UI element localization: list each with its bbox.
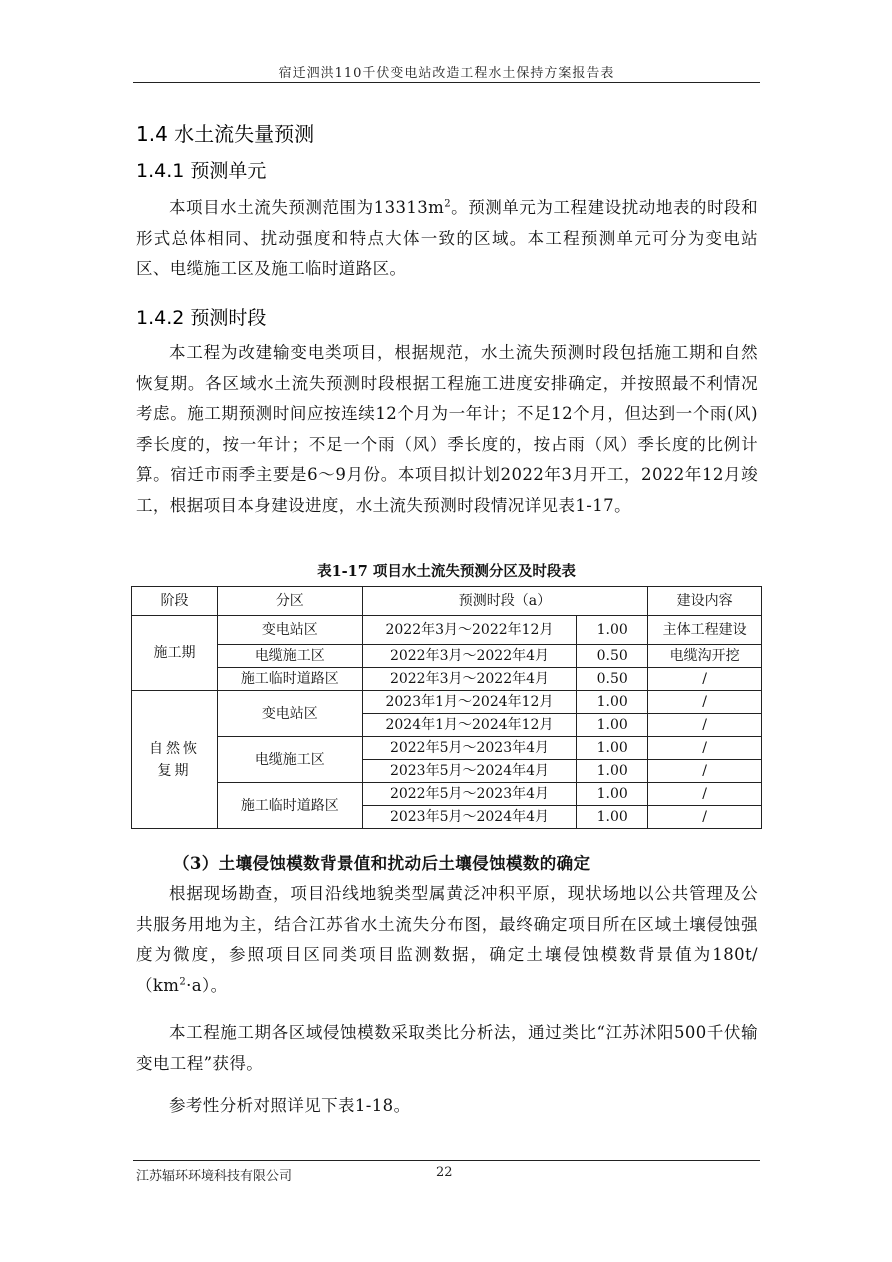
zone-cell: 变电站区: [217, 691, 362, 737]
content-cell: 电缆沟开挖: [648, 645, 762, 668]
period-cell: 2022年3月～2022年4月: [362, 645, 577, 668]
background-value-paragraph: [136, 879, 758, 1001]
table-row: [132, 783, 762, 806]
period-cell: 2023年5月～2024年4月: [362, 760, 577, 783]
content-cell: /: [648, 714, 762, 737]
recovery-stage-label: 自然恢复期: [148, 740, 200, 779]
header-period: 预测时段（a）: [362, 587, 648, 616]
zone-cell: 变电站区: [217, 616, 362, 645]
years-cell: 1.00: [577, 783, 648, 806]
years-cell: 1.00: [577, 806, 648, 829]
section-1-4-1-title: 1.4.1 预测单元: [136, 160, 267, 182]
table-row: [132, 645, 762, 668]
period-cell: 2022年3月～2022年12月: [362, 616, 577, 645]
content-cell: /: [648, 806, 762, 829]
period-cell: 2022年3月～2022年4月: [362, 668, 577, 691]
section-1-4-title: 1.4 水土流失量预测: [136, 122, 315, 146]
page-header: 宿迁泗洪110千伏变电站改造工程水土保持方案报告表: [278, 66, 615, 81]
years-cell: 1.00: [577, 616, 648, 645]
prediction-unit-text-a: 本项目水土流失预测范围为13313m: [169, 198, 445, 217]
section-1-4-2-title: 1.4.2 预测时段: [136, 307, 267, 329]
km2-superscript: 2: [179, 976, 187, 987]
stage-cell-recovery: [132, 691, 218, 829]
content-cell: /: [648, 668, 762, 691]
prediction-unit-paragraph: [136, 193, 758, 285]
page-number: 22: [436, 1165, 453, 1180]
content-cell: 主体工程建设: [648, 616, 762, 645]
background-text-b: ·a）。: [186, 975, 228, 995]
header-divider: [133, 82, 760, 83]
footer-divider: [133, 1160, 760, 1161]
period-cell: 2023年5月～2024年4月: [362, 806, 577, 829]
period-cell: 2022年5月～2023年4月: [362, 783, 577, 806]
years-cell: 1.00: [577, 737, 648, 760]
years-cell: 0.50: [577, 645, 648, 668]
years-cell: 0.50: [577, 668, 648, 691]
period-cell: 2024年1月～2024年12月: [362, 714, 577, 737]
prediction-unit-text-b: 。预测单元为工程建设扰动地表的时段和形式总体相同、扰动强度和特点大体一致的区域。本工程预测单元可分为变电站区、电缆施工区及施工临时道路区。: [136, 198, 758, 278]
background-text-a: 根据现场勘查，项目沿线地貌类型属黄泛冲积平原，现状场地以公共管理及公共服务用地为主，结合江苏省水土流失分布图，最终确定项目所在区域土壤侵蚀强度为微度，参照项目区同类项目监测数据，确定土壤侵蚀模数背景值为180t/（km: [136, 884, 758, 995]
zone-cell: 施工临时道路区: [217, 668, 362, 691]
reference-paragraph: 参考性分析对照详见下表1-18。: [169, 1096, 411, 1115]
header-stage: 阶段: [132, 587, 218, 616]
section-3-title: （3）土壤侵蚀模数背景值和扰动后土壤侵蚀模数的确定: [173, 854, 591, 873]
table-header-row: [132, 587, 762, 616]
period-cell: 2022年5月～2023年4月: [362, 737, 577, 760]
zone-cell: 电缆施工区: [217, 645, 362, 668]
content-cell: /: [648, 737, 762, 760]
table-row: [132, 737, 762, 760]
analogy-paragraph: 本工程施工期各区域侵蚀模数采取类比分析法，通过类比“江苏沭阳500千伏输变电工程”获得。: [136, 1023, 758, 1073]
zone-cell: 施工临时道路区: [217, 783, 362, 829]
years-cell: 1.00: [577, 691, 648, 714]
content-cell: /: [648, 760, 762, 783]
table-row: [132, 668, 762, 691]
header-zone: 分区: [217, 587, 362, 616]
table-row: [132, 691, 762, 714]
table-row: [132, 616, 762, 645]
years-cell: 1.00: [577, 714, 648, 737]
prediction-period-paragraph: 本工程为改建输变电类项目，根据规范，水土流失预测时段包括施工期和自然恢复期。各区域水土流失预测时段根据工程施工进度安排确定，并按照最不利情况考虑。施工期预测时间应按连续12个月为一年计；不足12个月，但达到一个雨(风)季长度的，按一年计；不足一个雨（风）季长度的，按占雨（风）季长度的比例计算。宿迁市雨季主要是6～9月份。本项目拟计划2022年3月开工，2022年12月竣工，根据项目本身建设进度，水土流失预测时段情况详见表1-17。: [136, 343, 758, 515]
period-cell: 2023年1月～2024年12月: [362, 691, 577, 714]
footer-company: 江苏辐环环境科技有限公司: [136, 1169, 293, 1184]
stage-cell-construction: 施工期: [132, 616, 218, 691]
header-content: 建设内容: [648, 587, 762, 616]
table-1-17-caption: 表1-17 项目水土流失预测分区及时段表: [317, 563, 576, 580]
area-unit-superscript: 2: [444, 198, 451, 210]
zone-cell: 电缆施工区: [217, 737, 362, 783]
years-cell: 1.00: [577, 760, 648, 783]
content-cell: /: [648, 783, 762, 806]
table-1-17: [131, 586, 762, 829]
content-cell: /: [648, 691, 762, 714]
